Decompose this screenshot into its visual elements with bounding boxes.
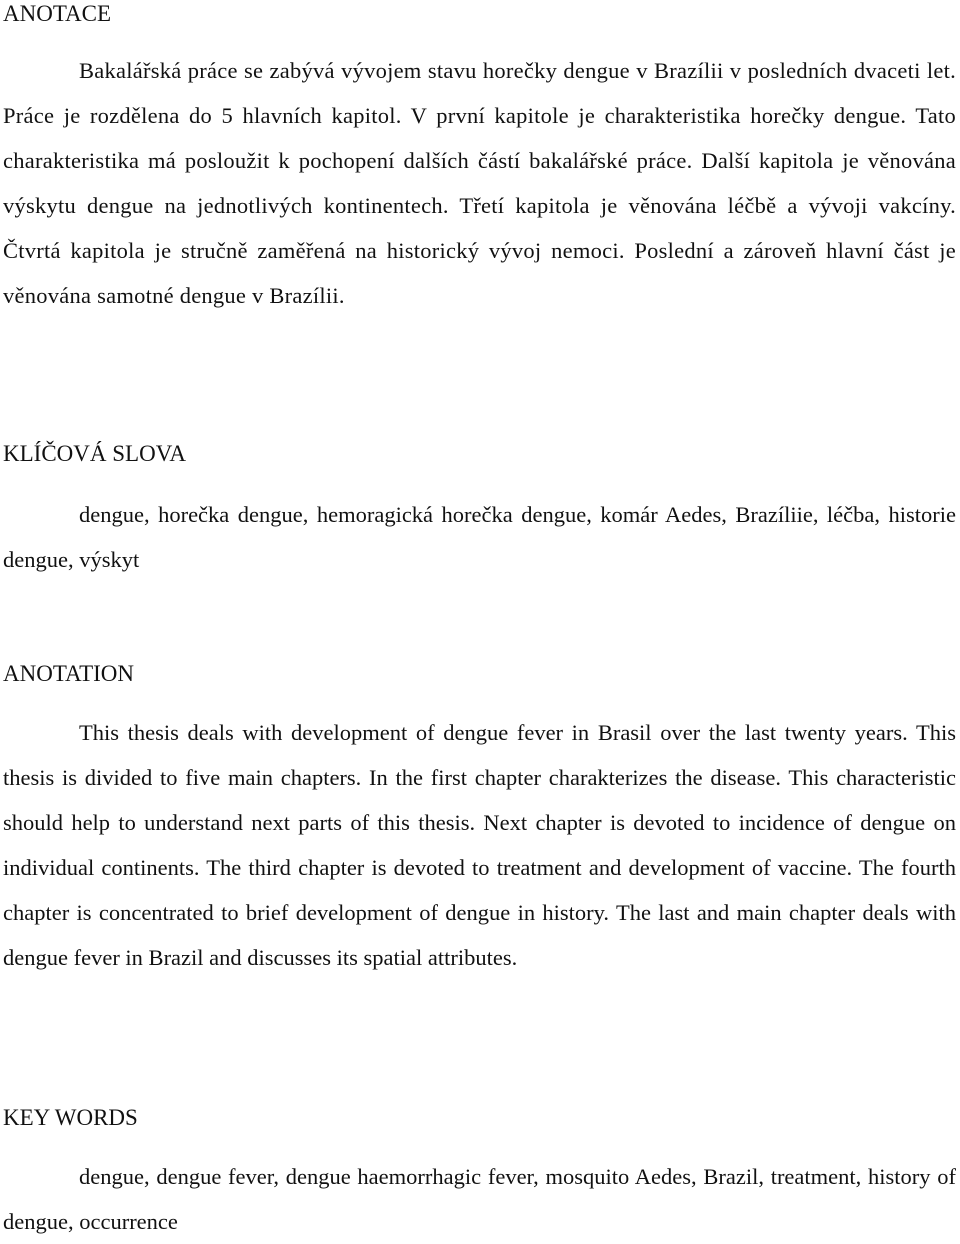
key-words-paragraph: dengue, dengue fever, dengue haemorrhagic fever, mosquito Aedes, Brazil, treatment, history of dengue, occurrence	[3, 1164, 956, 1234]
klicova-slova-paragraph: dengue, horečka dengue, hemoragická horečka dengue, komár Aedes, Brazíliie, léčba, historie dengue, výskyt	[3, 502, 956, 572]
anotace-heading: ANOTACE	[3, 1, 112, 26]
anotation-paragraph: This thesis deals with development of dengue fever in Brasil over the last twenty years. This thesis is divided to five main chapters. In the first chapter charakterizes the disease. This characteristic should help to understand next parts of this thesis. Next chapter is devoted to incidence of dengue on individual continents. The third chapter is devoted to treatment and development of vaccine. The fourth chapter is concentrated to brief development of dengue in history. The last and main chapter deals with dengue fever in Brazil and discusses its spatial attributes.	[3, 720, 956, 970]
anotace-paragraph: Bakalářská práce se zabývá vývojem stavu horečky dengue v Brazílii v posledních dvaceti let. Práce je rozdělena do 5 hlavních kapitol. V první kapitole je charakteristika horečky dengue. Tato charakteristika má posloužit k pochopení dalších částí bakalářské práce. Další kapitola je věnována výskytu dengue na jednotlivých kontinentech. Třetí kapitola je věnována léčbě a vývoji vakcíny. Čtvrtá kapitola je stručně zaměřená na historický vývoj nemoci. Poslední a zároveň hlavní část je věnována samotné dengue v Brazílii.	[3, 58, 956, 308]
anotation-heading: ANOTATION	[3, 661, 135, 686]
klicova-slova-heading: KLÍČOVÁ SLOVA	[3, 441, 186, 466]
key-words-heading: KEY WORDS	[3, 1105, 138, 1130]
